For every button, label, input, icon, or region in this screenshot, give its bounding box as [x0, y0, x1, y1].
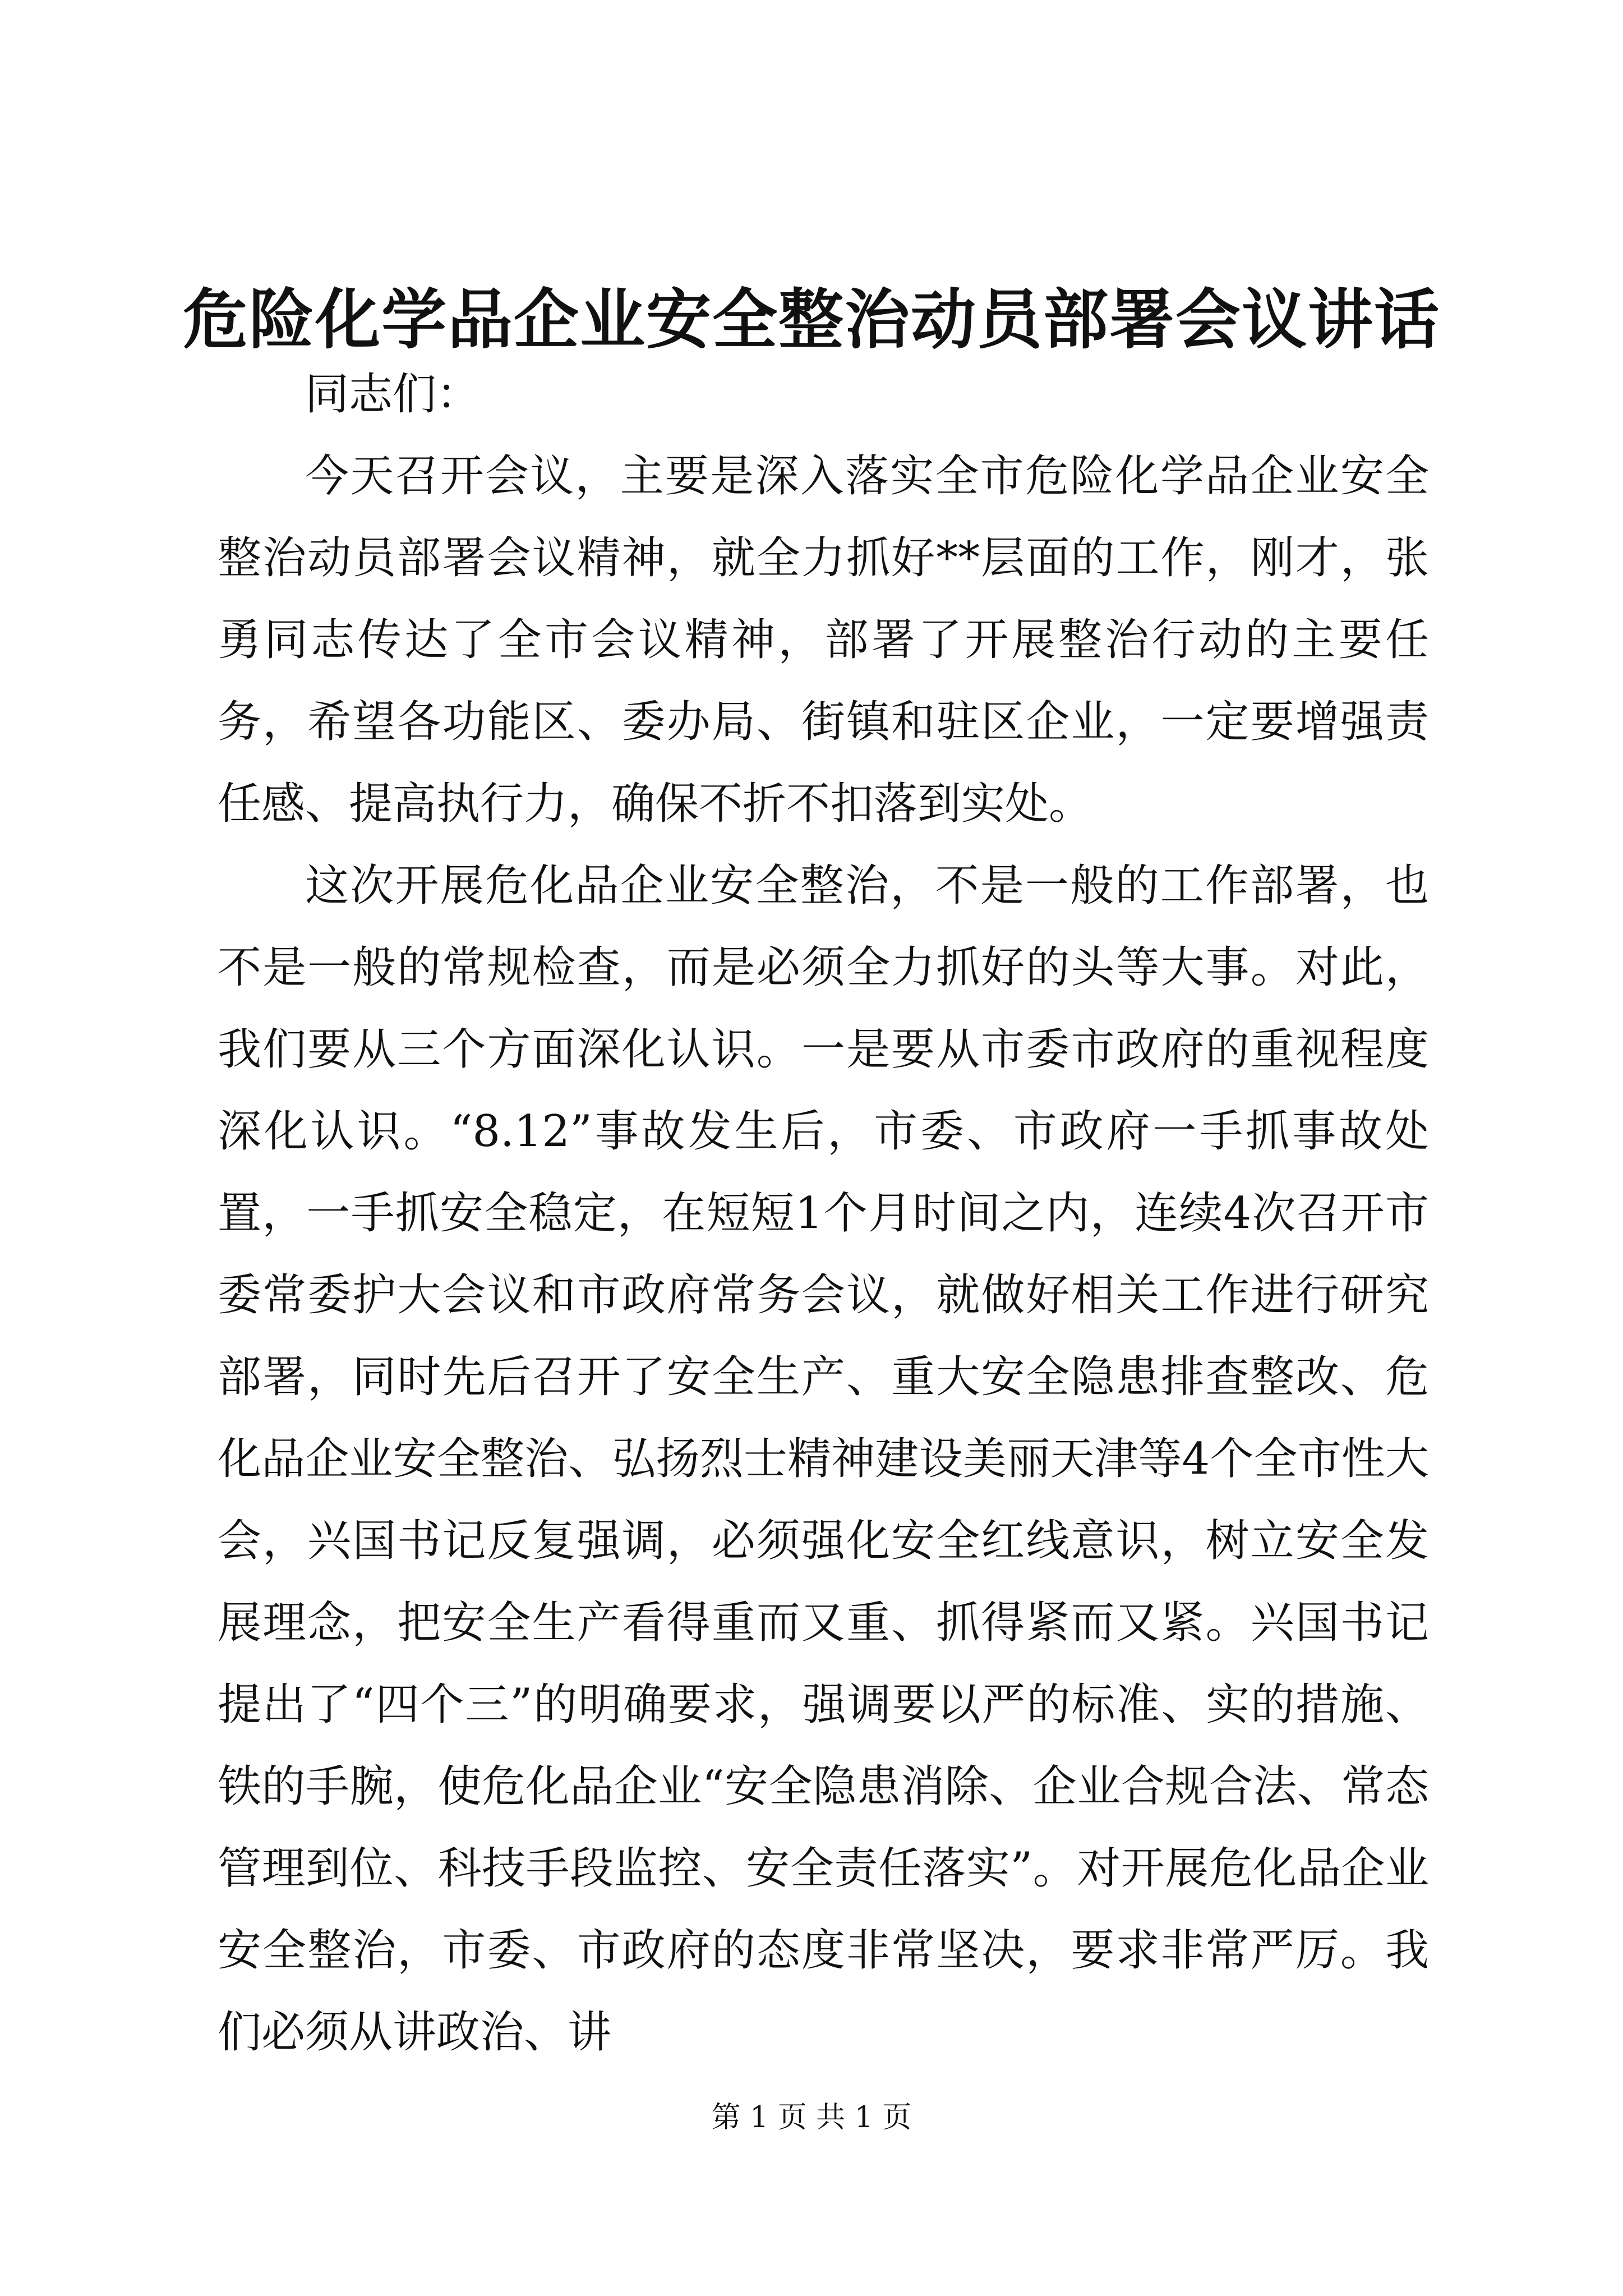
- paragraph: 这次开展危化品企业安全整治，不是一般的工作部署，也不是一般的常规检查，而是必须全力抓好的头等大事。对此，我们要从三个方面深化认识。一是要从市委市政府的重视程度深化认识。“8.12”事故发生后，市委、市政府一手抓事故处置，一手抓安全稳定，在短短1个月时间之内，连续4次召开市委常委护大会议和市政府常务会议，就做好相关工作进行研究部署，同时先后召开了安全生产、重大安全隐患排查整改、危化品企业安全整治、弘扬烈士精神建设美丽天津等4个全市性大会，兴国书记反复强调，必须强化安全红线意识，树立安全发展理念，把安全生产看得重而又重、抓得紧而又紧。兴国书记提出了“四个三”的明确要求，强调要以严的标准、实的措施、铁的手腕，使危化品企业“安全隐患消除、企业合规合法、常态管理到位、科技手段监控、安全责任落实”。对开展危化品企业安全整治，市委、市政府的态度非常坚决，要求非常严厉。我们必须从讲政治、讲: [218, 861, 1429, 2058]
- document-title: 危险化学品企业安全整治动员部署会议讲话: [183, 282, 1440, 358]
- salutation: 同志们：: [305, 369, 481, 420]
- page-number-footer: 第 1 页 共 1 页: [711, 2101, 912, 2134]
- paragraph: 今天召开会议，主要是深入落实全市危险化学品企业安全整治动员部署会议精神，就全力抓好**层面的工作，刚才，张勇同志传达了全市会议精神，部署了开展整治行动的主要任务，希望各功能区、委办局、街镇和驻区企业，一定要增强责任感、提高执行力，确保不折不扣落到实处。: [218, 451, 1429, 829]
- document-body: [218, 353, 1429, 2073]
